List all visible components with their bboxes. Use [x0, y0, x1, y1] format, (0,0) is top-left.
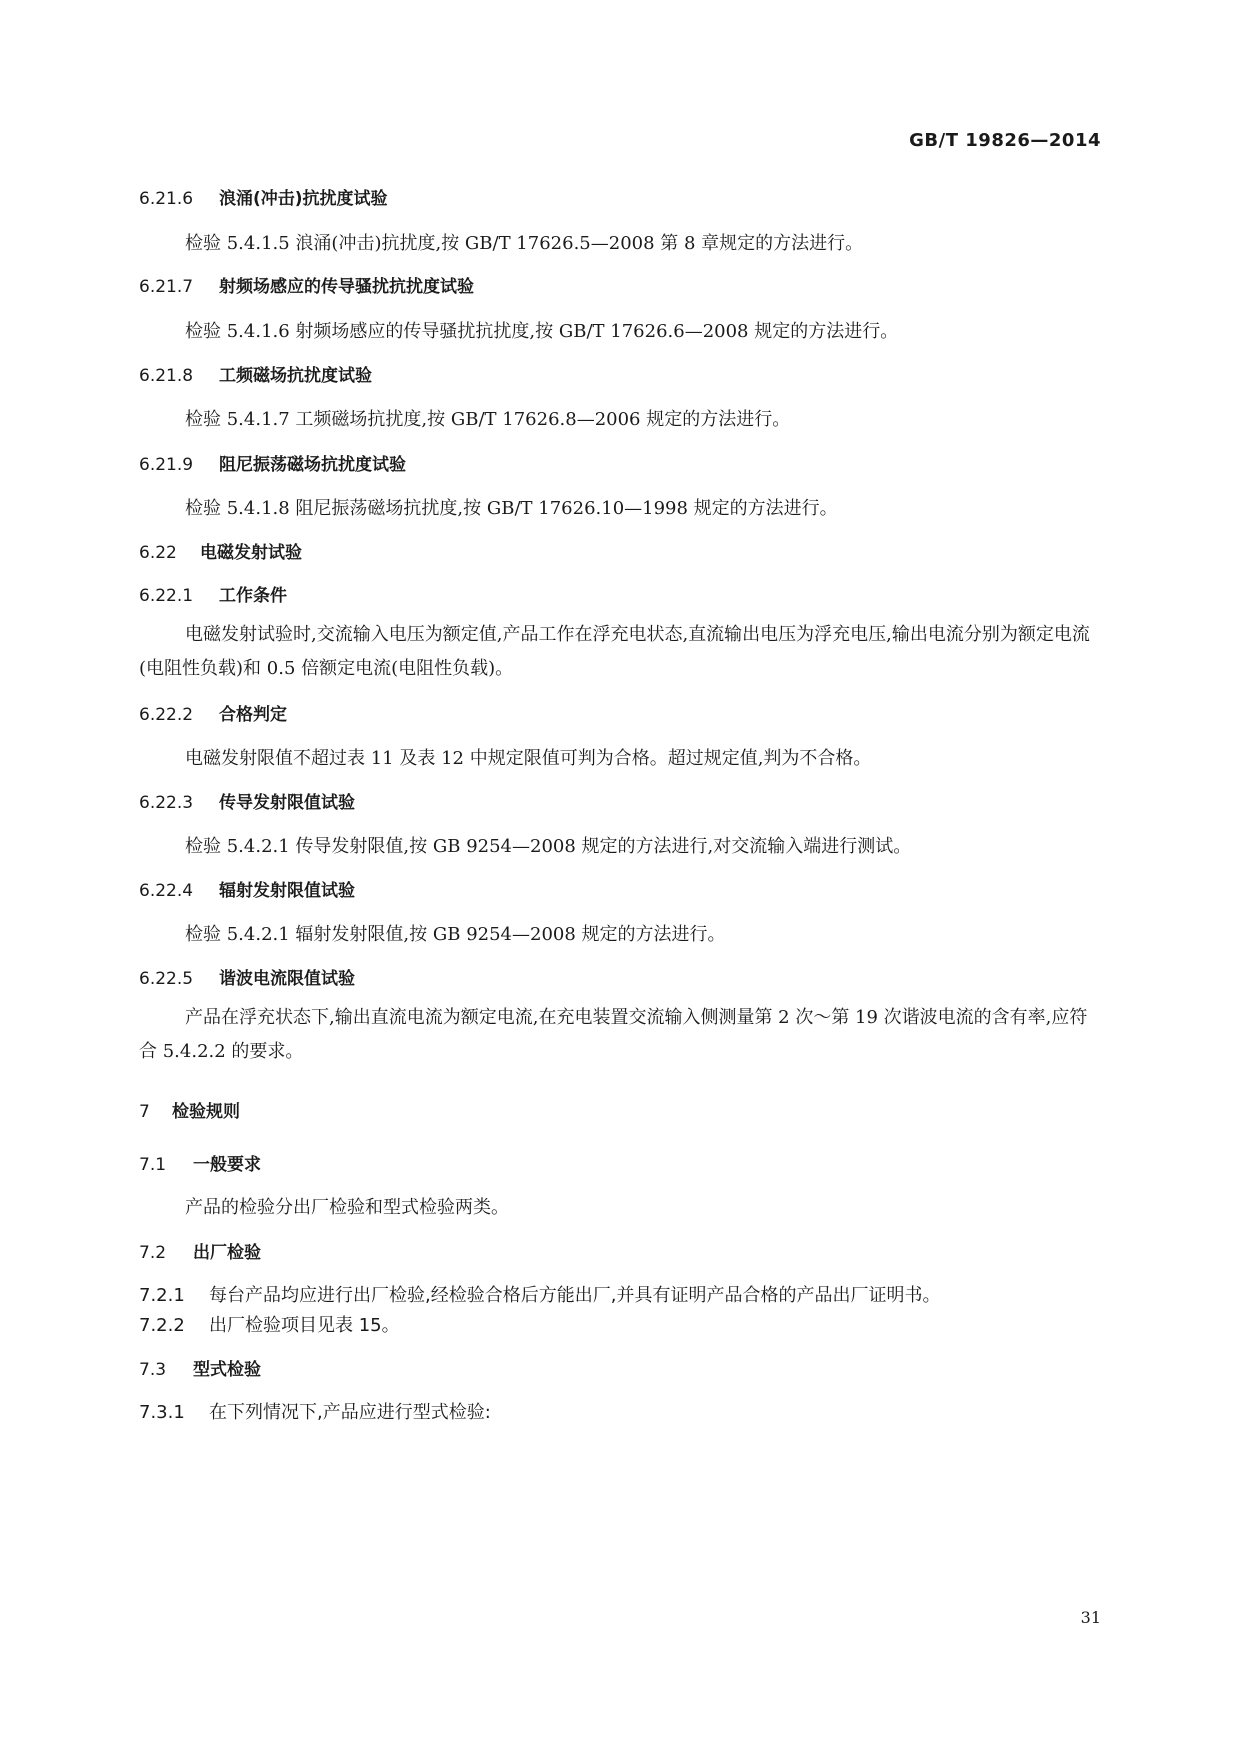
- section-title: 工作条件: [219, 586, 287, 606]
- section-title: 射频场感应的传导骚扰抗扰度试验: [219, 277, 474, 297]
- clause-text: 在下列情况下,产品应进行型式检验:: [209, 1402, 491, 1423]
- section-number: 7.2: [139, 1243, 167, 1263]
- heading-6-22: [139, 538, 302, 563]
- paragraph-6-21-9: 检验 5.4.1.8 阻尼振荡磁场抗扰度,按 GB/T 17626.10—1998 规定的方法进行。: [185, 498, 838, 519]
- paragraph-6-21-6: 检验 5.4.1.5 浪涌(冲击)抗扰度,按 GB/T 17626.5—2008 第 8 章规定的方法进行。: [185, 233, 864, 254]
- paragraph-6-22-1: 电磁发射试验时,交流输入电压为额定值,产品工作在浮充电状态,直流输出电压为浮充电压,输出电流分别为额定电流(电阻性负载)和 0.5 倍额定电流(电阻性负载)。: [139, 624, 1090, 679]
- clause-number: 7.3.1: [139, 1402, 185, 1423]
- clause-number: 7.2.1: [139, 1285, 185, 1306]
- heading-6-22-3: [139, 788, 355, 813]
- clause-7-2-2: [139, 1311, 400, 1337]
- section-number: 6.21.6: [139, 189, 194, 209]
- section-number: 6.22.4: [139, 881, 194, 901]
- section-title: 谐波电流限值试验: [219, 969, 355, 989]
- paragraph-6-22-3: 检验 5.4.2.1 传导发射限值,按 GB 9254—2008 规定的方法进行,对交流输入端进行测试。: [185, 836, 912, 857]
- section-title: 电磁发射试验: [200, 543, 302, 563]
- section-number: 6.22.1: [139, 586, 194, 606]
- heading-6-21-7: [139, 272, 474, 297]
- section-title: 型式检验: [193, 1360, 261, 1380]
- paragraph-6-22-4: 检验 5.4.2.1 辐射发射限值,按 GB 9254—2008 规定的方法进行。: [185, 924, 726, 945]
- section-title: 传导发射限值试验: [219, 793, 355, 813]
- paragraph-6-22-5: 产品在浮充状态下,输出直流电流为额定电流,在充电装置交流输入侧测量第 2 次～第 19 次谐波电流的含有率,应符合 5.4.2.2 的要求。: [139, 1007, 1088, 1062]
- section-title: 辐射发射限值试验: [219, 881, 355, 901]
- section-number: 6.21.8: [139, 366, 194, 386]
- section-number: 7: [139, 1102, 150, 1122]
- clause-text: 出厂检验项目见表 15。: [209, 1315, 400, 1336]
- heading-6-21-6: [139, 184, 388, 209]
- section-number: 6.22.5: [139, 969, 194, 989]
- section-number: 6.21.7: [139, 277, 194, 297]
- paragraph-6-22-2: 电磁发射限值不超过表 11 及表 12 中规定限值可判为合格。超过规定值,判为不合格。: [185, 748, 872, 769]
- heading-7-3: [139, 1355, 261, 1380]
- section-title: 浪涌(冲击)抗扰度试验: [219, 189, 388, 209]
- section-number: 6.22: [139, 543, 177, 563]
- section-number: 6.21.9: [139, 455, 194, 475]
- section-number: 6.22.3: [139, 793, 194, 813]
- heading-6-22-1: [139, 581, 287, 606]
- standard-code: GB/T 19826—2014: [909, 130, 1101, 151]
- section-number: 7.1: [139, 1155, 167, 1175]
- paragraph-6-21-8: 检验 5.4.1.7 工频磁场抗扰度,按 GB/T 17626.8—2006 规定的方法进行。: [185, 409, 791, 430]
- section-title: 检验规则: [172, 1102, 240, 1122]
- heading-6-22-2: [139, 700, 287, 725]
- paragraph-6-21-7: 检验 5.4.1.6 射频场感应的传导骚扰抗扰度,按 GB/T 17626.6—2008 规定的方法进行。: [185, 321, 899, 342]
- section-title: 工频磁场抗扰度试验: [219, 366, 372, 386]
- section-title: 合格判定: [219, 705, 287, 725]
- heading-7: [139, 1097, 240, 1122]
- section-title: 出厂检验: [193, 1243, 261, 1263]
- paragraph-7-1: 产品的检验分出厂检验和型式检验两类。: [185, 1197, 509, 1218]
- section-number: 7.3: [139, 1360, 167, 1380]
- clause-text: 每台产品均应进行出厂检验,经检验合格后方能出厂,并具有证明产品合格的产品出厂证明书。: [209, 1285, 941, 1306]
- clause-7-2-1: [139, 1281, 940, 1307]
- heading-6-21-9: [139, 450, 406, 475]
- section-title: 一般要求: [193, 1155, 261, 1175]
- page-number: 31: [1080, 1608, 1101, 1627]
- heading-6-22-5: [139, 964, 355, 989]
- heading-6-21-8: [139, 361, 372, 386]
- heading-6-22-4: [139, 876, 355, 901]
- section-title: 阻尼振荡磁场抗扰度试验: [219, 455, 406, 475]
- heading-7-1: [139, 1150, 261, 1175]
- heading-7-2: [139, 1238, 261, 1263]
- clause-7-3-1: [139, 1398, 491, 1424]
- section-number: 6.22.2: [139, 705, 194, 725]
- clause-number: 7.2.2: [139, 1315, 185, 1336]
